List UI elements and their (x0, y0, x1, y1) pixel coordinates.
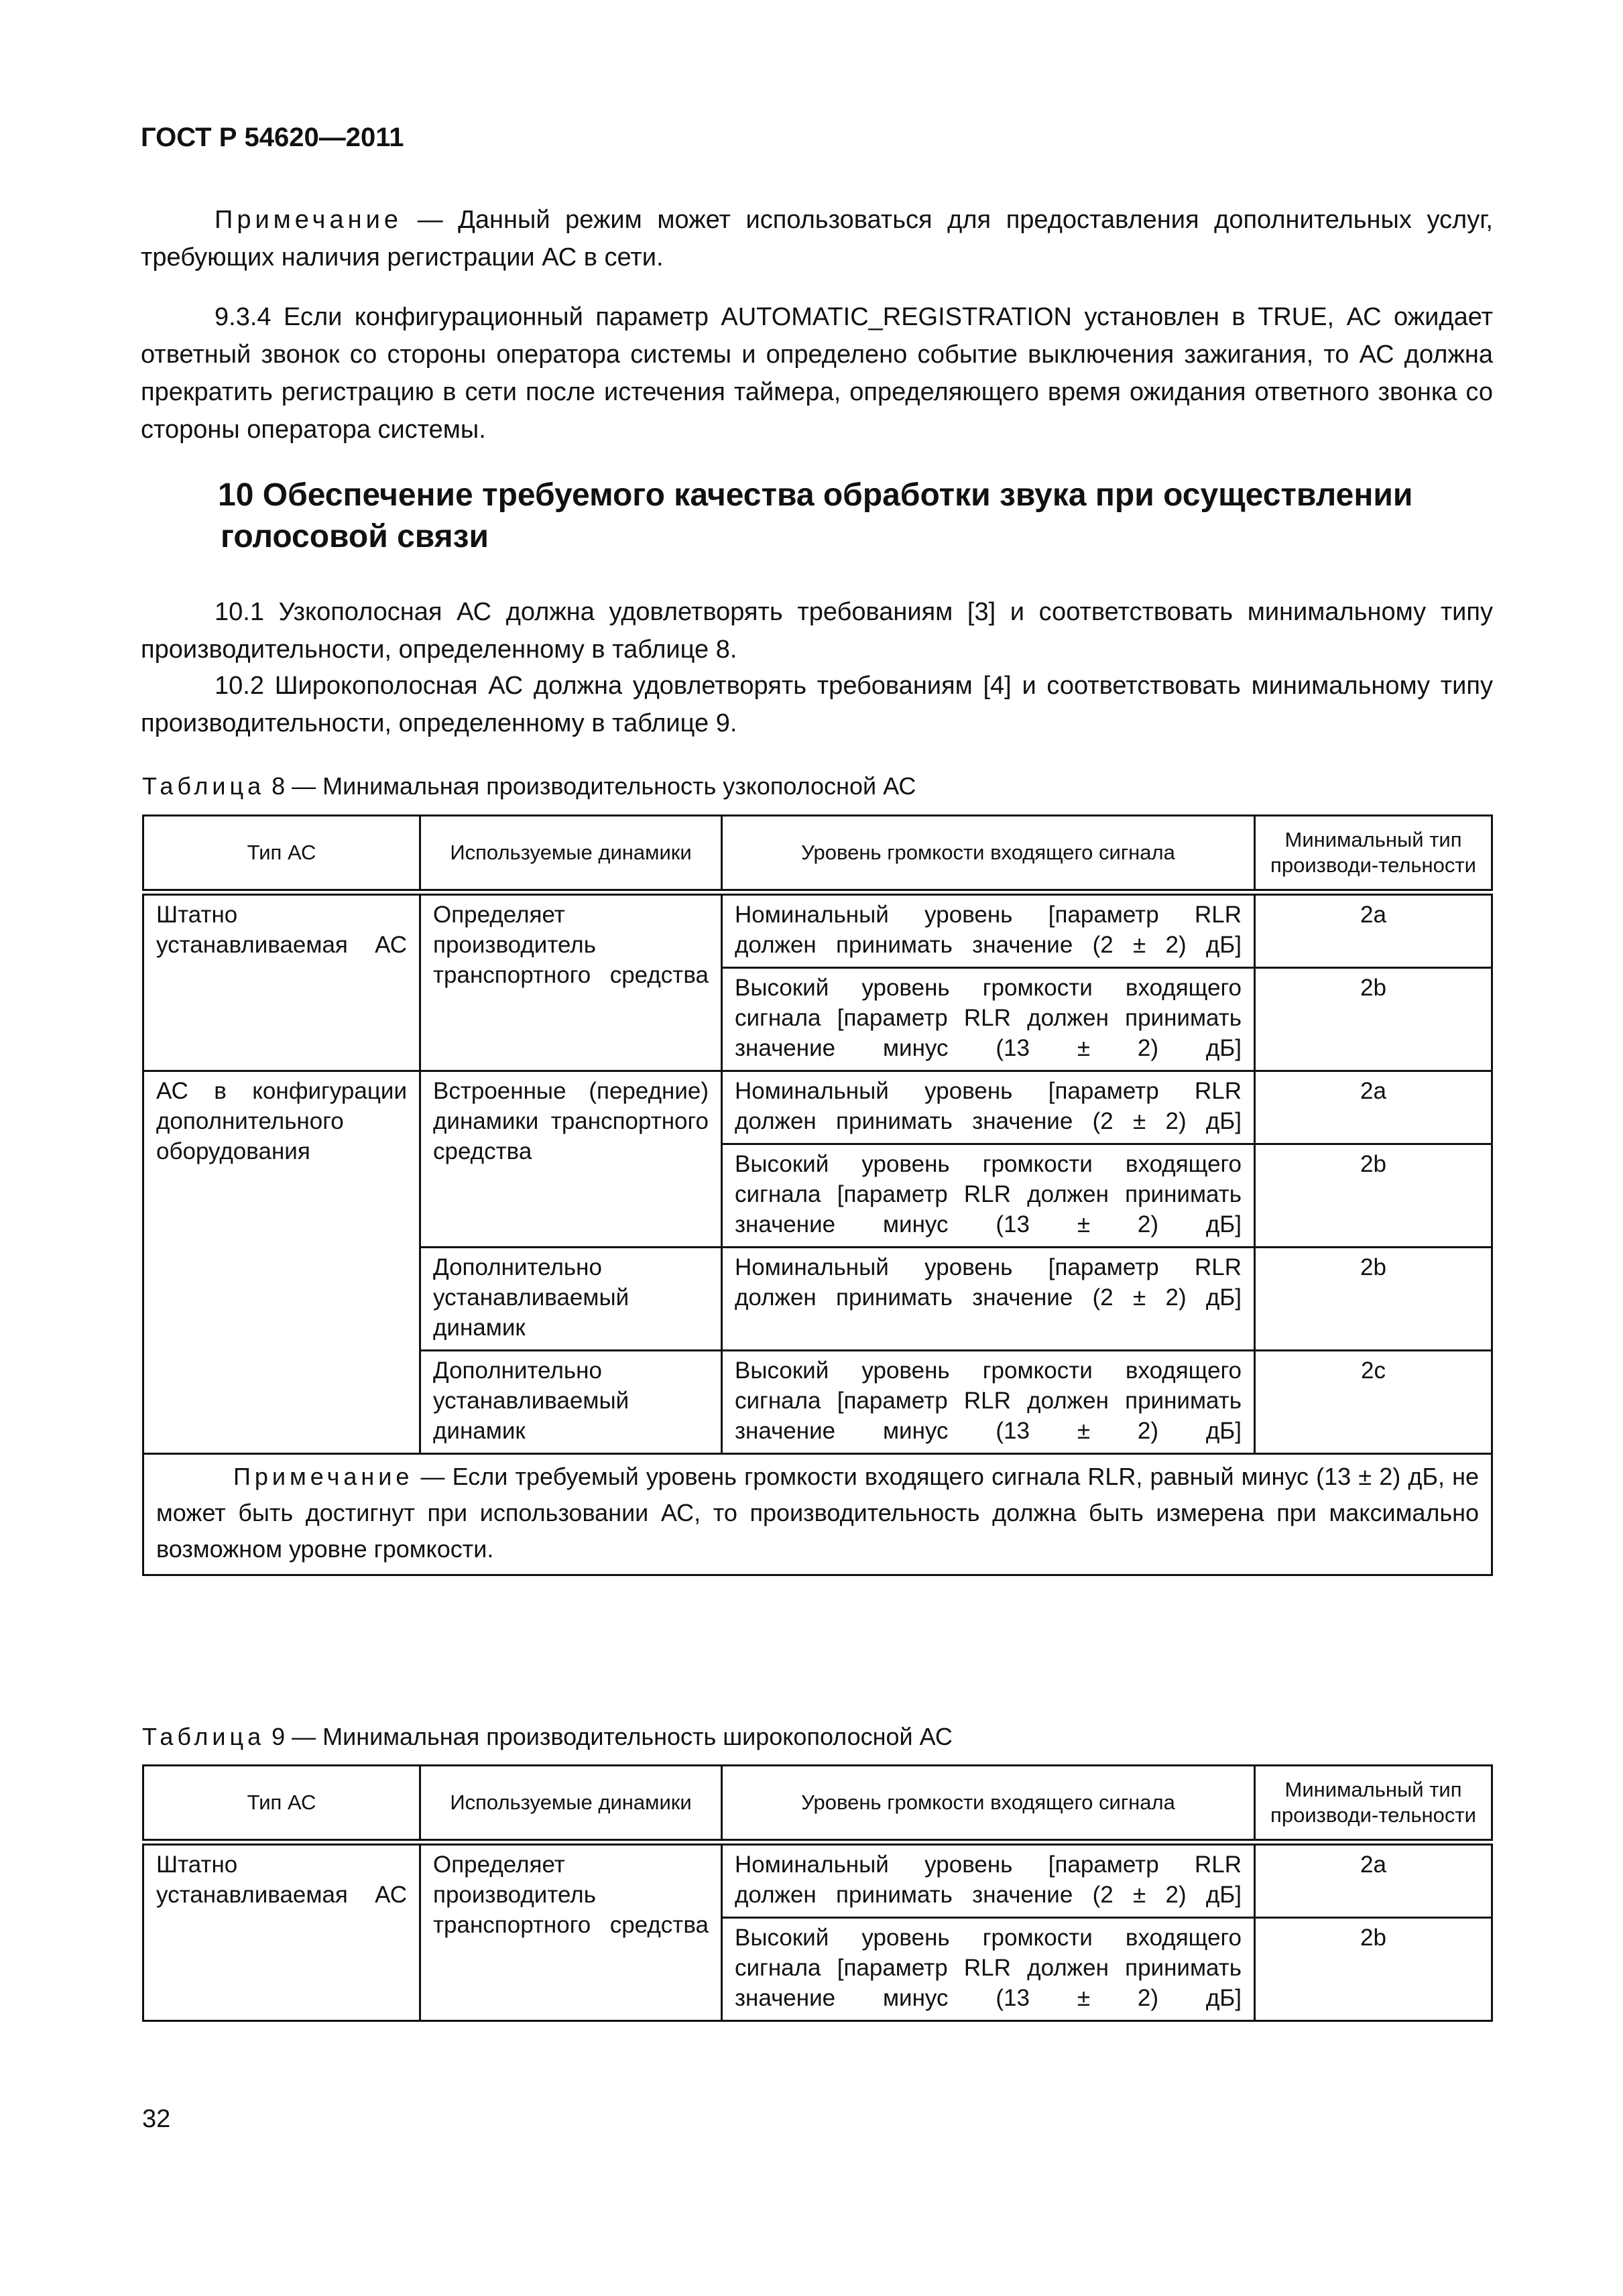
type-cell: АС в конфигурации дополнительного оборудования (143, 1071, 420, 1454)
section-10-title: 10 Обеспечение требуемого качества обработки звука при осуществлении голосовой связи (218, 477, 1413, 554)
speaker-cell: Определяет производитель транспортного средства (420, 892, 722, 1071)
header-cell: Минимальный тип производи-тельности (1255, 1766, 1492, 1843)
type-cell: Штатно устанавливаемая АС (143, 1842, 420, 2021)
level-cell: Высокий уровень громкости входящего сигнала [параметр RLR должен принимать значение минус (13 ± 2) дБ] (722, 1144, 1255, 1248)
header-cell: Используемые динамики (420, 816, 722, 893)
header-cell: Уровень громкости входящего сигнала (722, 816, 1255, 893)
speaker-cell: Определяет производитель транспортного средства (420, 1842, 722, 2021)
standard-header: ГОСТ Р 54620—2011 (141, 123, 404, 152)
perf-cell: 2a (1255, 1842, 1492, 1918)
table-row (143, 1071, 1492, 1144)
note-paragraph (141, 201, 1493, 276)
paragraph-10-1: 10.1 Узкополосная АС должна удовлетворять требованиям [3] и соответствовать минимальному типу производительности, определенному в таблице 8. (141, 598, 1493, 664)
header-cell: Тип АС (143, 1766, 420, 1843)
table-row (143, 892, 1492, 968)
perf-cell: 2b (1255, 1144, 1492, 1248)
level-cell: Номинальный уровень [параметр RLR должен принимать значение (2 ± 2) дБ] (722, 1071, 1255, 1144)
paragraph-10-2: 10.2 Широкополосная АС должна удовлетворять требованиям [4] и соответствовать минимальному типу производительности, определенному в таблице 9. (141, 672, 1493, 737)
header-cell: Уровень громкости входящего сигнала (722, 1766, 1255, 1843)
table-8-caption: Таблица 8 — Минимальная производительность узкополосной АС (142, 772, 916, 800)
table-note-row (143, 1454, 1492, 1575)
paragraph-9-3-4: 9.3.4 Если конфигурационный параметр AUTOMATIC_REGISTRATION установлен в TRUE, АС ожидает ответный звонок со стороны оператора системы и определено событие выключения зажигания, то АС должна прекратить регистрацию в сети после истечения таймера, определяющего время ожидания ответного звонка со стороны оператора системы. (141, 303, 1493, 444)
table-9 (142, 1764, 1493, 2022)
speaker-cell: Встроенные (передние) динамики транспортного средства (420, 1071, 722, 1248)
perf-cell: 2c (1255, 1351, 1492, 1454)
level-cell: Высокий уровень громкости входящего сигнала [параметр RLR должен принимать значение минус (13 ± 2) дБ] (722, 1351, 1255, 1454)
header-cell: Минимальный тип производи-тельности (1255, 816, 1492, 893)
table-header-row (143, 816, 1492, 893)
level-cell: Номинальный уровень [параметр RLR должен принимать значение (2 ± 2) дБ] (722, 892, 1255, 968)
perf-cell: 2b (1255, 968, 1492, 1071)
level-cell: Номинальный уровень [параметр RLR должен принимать значение (2 ± 2) дБ] (722, 1842, 1255, 1918)
perf-cell: 2a (1255, 1071, 1492, 1144)
perf-cell: 2b (1255, 1918, 1492, 2021)
speaker-cell: Дополнительно устанавливаемый динамик (420, 1351, 722, 1454)
page-number: 32 (142, 2105, 171, 2133)
table-8 (142, 814, 1493, 1576)
table-row (143, 1842, 1492, 1918)
level-cell: Высокий уровень громкости входящего сигнала [параметр RLR должен принимать значение минус (13 ± 2) дБ] (722, 968, 1255, 1071)
table-note: Примечание — Если требуемый уровень громкости входящего сигнала RLR, равный минус (13 ± 2) дБ, не может быть достигнут при использовании АС, то производительность должна быть измерена при максимально возможном уровне громкости. (143, 1454, 1492, 1575)
table-9-caption: Таблица 9 — Минимальная производительность широкополосной АС (142, 1723, 953, 1750)
level-cell: Номинальный уровень [параметр RLR должен принимать значение (2 ± 2) дБ] (722, 1248, 1255, 1351)
table-header-row (143, 1766, 1492, 1843)
note-label: Примечание (215, 206, 402, 234)
type-cell: Штатно устанавливаемая АС (143, 892, 420, 1071)
speaker-cell: Дополнительно устанавливаемый динамик (420, 1248, 722, 1351)
level-cell: Высокий уровень громкости входящего сигнала [параметр RLR должен принимать значение минус (13 ± 2) дБ] (722, 1918, 1255, 2021)
perf-cell: 2b (1255, 1248, 1492, 1351)
perf-cell: 2a (1255, 892, 1492, 968)
note-text: — Данный режим может использоваться для предоставления дополнительных услуг, требующих наличия регистрации АС в сети. (141, 206, 1493, 271)
header-cell: Используемые динамики (420, 1766, 722, 1843)
header-cell: Тип АС (143, 816, 420, 893)
